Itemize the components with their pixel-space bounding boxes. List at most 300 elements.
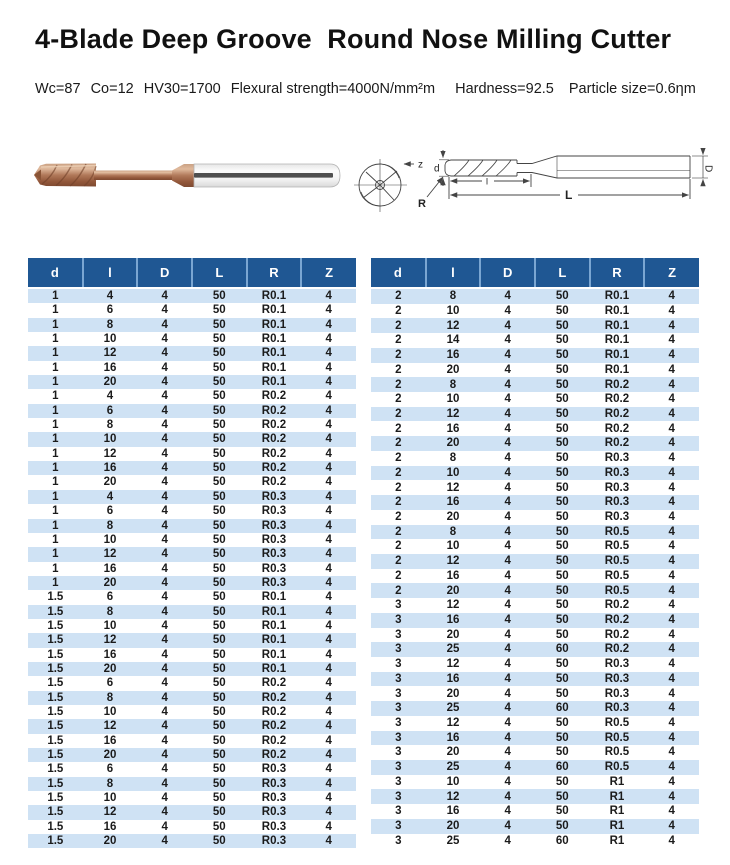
cell-D: 4 xyxy=(161,505,168,518)
cell-d: 1 xyxy=(52,333,59,346)
table-row xyxy=(371,363,699,378)
cell-d: 3 xyxy=(395,761,402,774)
label-r: R xyxy=(418,198,426,210)
cell-R: R0.1 xyxy=(261,591,287,604)
cell-Z: 4 xyxy=(325,376,332,389)
cell-Z: 4 xyxy=(325,333,332,346)
cell-d: 1.5 xyxy=(47,734,64,747)
cell-Z: 4 xyxy=(668,569,675,582)
col-header-d: d xyxy=(28,258,83,288)
table-row xyxy=(28,288,356,303)
cell-Z: 4 xyxy=(668,496,675,509)
spec-co: Co=12 xyxy=(90,81,134,97)
table-row xyxy=(371,451,699,466)
cell-Z: 4 xyxy=(325,720,332,733)
cell-l: 4 xyxy=(106,290,114,302)
table-row xyxy=(28,332,356,346)
cell-d: 1.5 xyxy=(47,591,64,604)
cell-Z: 4 xyxy=(325,505,332,518)
cell-l: 16 xyxy=(103,562,117,575)
cell-D: 4 xyxy=(504,761,511,774)
cell-R: R1 xyxy=(609,790,625,803)
cell-Z: 4 xyxy=(325,548,332,561)
cell-L: 50 xyxy=(212,576,226,589)
cell-D: 4 xyxy=(504,555,511,568)
cell-d: 2 xyxy=(395,437,402,450)
cell-Z: 4 xyxy=(325,749,332,761)
cell-l: 16 xyxy=(446,805,460,818)
cell-Z: 4 xyxy=(668,363,675,376)
cell-l: 16 xyxy=(446,569,460,582)
table-row xyxy=(28,504,356,518)
table-row xyxy=(28,805,356,819)
cell-D: 4 xyxy=(504,496,511,509)
cell-D: 4 xyxy=(504,407,511,420)
cell-D: 4 xyxy=(161,318,168,331)
cell-D: 4 xyxy=(504,790,511,803)
cell-d: 1.5 xyxy=(47,763,64,776)
cell-R: R0.1 xyxy=(604,319,630,332)
cell-D: 4 xyxy=(161,806,168,819)
cell-D: 4 xyxy=(161,734,168,747)
cell-d: 2 xyxy=(395,525,402,538)
cell-Z: 4 xyxy=(325,576,332,589)
cell-Z: 4 xyxy=(325,290,332,302)
cell-Z: 4 xyxy=(668,775,675,788)
cell-L: 50 xyxy=(555,540,569,553)
table-row xyxy=(28,590,356,604)
cell-D: 4 xyxy=(504,687,511,700)
cell-D: 4 xyxy=(161,490,168,503)
table-row xyxy=(28,547,356,561)
cell-Z: 4 xyxy=(325,691,332,704)
cell-L: 50 xyxy=(212,433,226,446)
shank-stripe xyxy=(194,173,333,178)
table-row xyxy=(371,436,699,451)
cell-L: 50 xyxy=(555,304,569,317)
cell-l: 8 xyxy=(449,525,457,538)
cell-l: 25 xyxy=(446,702,460,715)
table-row xyxy=(28,447,356,461)
corner-radius-leader xyxy=(427,177,443,197)
table-row xyxy=(371,539,699,554)
cell-D: 4 xyxy=(504,525,511,538)
cell-L: 50 xyxy=(212,376,226,389)
cell-d: 2 xyxy=(395,555,402,568)
cell-l: 12 xyxy=(446,790,460,803)
cell-D: 4 xyxy=(161,835,168,848)
cell-Z: 4 xyxy=(668,834,675,847)
cell-R: R0.1 xyxy=(604,349,630,362)
cell-R: R0.3 xyxy=(261,548,287,561)
cell-d: 2 xyxy=(395,304,402,317)
cell-d: 1 xyxy=(52,576,59,589)
cell-Z: 4 xyxy=(668,820,675,833)
cell-l: 16 xyxy=(103,734,117,747)
cell-R: R0.3 xyxy=(604,510,630,523)
cell-R: R0.5 xyxy=(604,761,630,774)
cell-l: 4 xyxy=(106,390,114,403)
cell-d: 2 xyxy=(395,452,402,465)
cell-D: 4 xyxy=(504,437,511,450)
cell-L: 50 xyxy=(212,605,226,618)
cell-Z: 4 xyxy=(668,334,675,347)
cell-D: 4 xyxy=(161,662,168,675)
cell-Z: 4 xyxy=(325,806,332,819)
cell-D: 4 xyxy=(161,605,168,618)
cell-d: 1 xyxy=(52,347,59,360)
cell-R: R0.3 xyxy=(604,496,630,509)
cell-d: 2 xyxy=(395,407,402,420)
table-row xyxy=(371,407,699,422)
cell-D: 4 xyxy=(161,749,168,761)
cell-l: 10 xyxy=(446,466,460,479)
cell-Z: 4 xyxy=(325,390,332,403)
cell-R: R0.2 xyxy=(604,628,630,641)
cell-l: 16 xyxy=(103,361,117,374)
cell-L: 50 xyxy=(212,490,226,503)
cell-l: 20 xyxy=(103,749,117,761)
table-row xyxy=(28,346,356,360)
cell-L: 50 xyxy=(555,525,569,538)
cell-Z: 4 xyxy=(668,790,675,803)
cell-R: R0.3 xyxy=(604,672,630,685)
size-tables xyxy=(28,258,699,848)
cell-d: 1.5 xyxy=(47,662,64,675)
cell-D: 4 xyxy=(504,820,511,833)
table-row xyxy=(28,519,356,533)
cell-d: 3 xyxy=(395,614,402,627)
cell-d: 2 xyxy=(395,319,402,332)
cell-d: 2 xyxy=(395,540,402,553)
table-row xyxy=(371,672,699,687)
table-row xyxy=(28,633,356,647)
cell-l: 16 xyxy=(446,349,460,362)
cell-Z: 4 xyxy=(325,777,332,790)
cell-L: 50 xyxy=(212,648,226,661)
cell-L: 50 xyxy=(555,820,569,833)
cell-l: 10 xyxy=(446,393,460,406)
cell-Z: 4 xyxy=(668,510,675,523)
cell-d: 1.5 xyxy=(47,677,64,690)
cell-d: 1.5 xyxy=(47,634,64,647)
cell-l: 6 xyxy=(106,404,114,417)
cell-Z: 4 xyxy=(325,662,332,675)
cell-l: 10 xyxy=(103,792,117,805)
table-row xyxy=(371,288,699,304)
cell-d: 3 xyxy=(395,628,402,641)
cell-d: 1.5 xyxy=(47,820,64,833)
cell-l: 16 xyxy=(103,462,117,475)
cell-Z: 4 xyxy=(668,584,675,597)
cell-D: 4 xyxy=(161,290,168,302)
table-row xyxy=(371,569,699,584)
cell-L: 50 xyxy=(555,672,569,685)
cell-D: 4 xyxy=(504,584,511,597)
cell-l: 8 xyxy=(106,691,114,704)
cell-D: 4 xyxy=(161,576,168,589)
material-specs xyxy=(35,81,702,97)
cell-D: 4 xyxy=(161,476,168,489)
cell-R: R0.1 xyxy=(261,605,287,618)
table-row xyxy=(371,421,699,436)
table-row xyxy=(371,510,699,525)
cell-d: 3 xyxy=(395,599,402,612)
cell-l: 20 xyxy=(446,820,460,833)
table-row xyxy=(371,613,699,628)
cell-L: 50 xyxy=(555,378,569,391)
cell-D: 4 xyxy=(504,672,511,685)
label-overall-length: L xyxy=(565,188,573,202)
cell-R: R0.1 xyxy=(604,363,630,376)
col-header-l: l xyxy=(83,258,138,288)
cell-L: 50 xyxy=(555,496,569,509)
table-row xyxy=(28,389,356,403)
cell-Z: 4 xyxy=(668,422,675,435)
cell-D: 4 xyxy=(161,533,168,546)
cell-R: R0.1 xyxy=(261,333,287,346)
cell-Z: 4 xyxy=(325,347,332,360)
cell-L: 50 xyxy=(212,519,226,532)
size-table-right xyxy=(371,258,699,848)
col-header-d: d xyxy=(371,258,426,288)
cell-l: 25 xyxy=(446,761,460,774)
cell-R: R0.2 xyxy=(261,734,287,747)
cell-Z: 4 xyxy=(668,378,675,391)
cell-l: 8 xyxy=(449,378,457,391)
cell-D: 4 xyxy=(504,643,511,656)
cell-Z: 4 xyxy=(325,605,332,618)
cell-D: 4 xyxy=(161,691,168,704)
table-row xyxy=(28,461,356,475)
cell-D: 4 xyxy=(161,462,168,475)
cell-R: R0.2 xyxy=(261,720,287,733)
cell-Z: 4 xyxy=(325,490,332,503)
cell-R: R0.5 xyxy=(604,525,630,538)
cell-R: R0.2 xyxy=(604,437,630,450)
cell-Z: 4 xyxy=(325,462,332,475)
cell-d: 2 xyxy=(395,334,402,347)
table-row xyxy=(371,392,699,407)
cell-D: 4 xyxy=(161,619,168,632)
cell-l: 6 xyxy=(106,591,114,604)
cell-l: 20 xyxy=(446,746,460,759)
cell-Z: 4 xyxy=(325,433,332,446)
cell-R: R0.3 xyxy=(261,835,287,848)
cell-d: 1.5 xyxy=(47,605,64,618)
table-row xyxy=(371,525,699,540)
cell-L: 50 xyxy=(212,447,226,460)
cell-D: 4 xyxy=(161,634,168,647)
page-title: 4-Blade Deep Groove Round Nose Milling Cutter xyxy=(35,24,672,54)
cell-Z: 4 xyxy=(668,702,675,715)
product-photo xyxy=(30,148,350,208)
table-row xyxy=(371,789,699,804)
cell-l: 16 xyxy=(446,731,460,744)
cell-D: 4 xyxy=(504,775,511,788)
cell-L: 50 xyxy=(555,452,569,465)
cell-L: 50 xyxy=(212,419,226,432)
table-row xyxy=(28,576,356,590)
cell-L: 50 xyxy=(555,555,569,568)
col-header-D: D xyxy=(137,258,192,288)
cell-Z: 4 xyxy=(668,761,675,774)
cell-d: 3 xyxy=(395,820,402,833)
cell-R: R0.1 xyxy=(261,376,287,389)
cell-R: R0.5 xyxy=(604,731,630,744)
table-row xyxy=(371,834,699,849)
cell-d: 1 xyxy=(52,533,59,546)
cell-d: 1 xyxy=(52,419,59,432)
cell-D: 4 xyxy=(161,777,168,790)
cell-R: R0.2 xyxy=(604,422,630,435)
cell-L: 60 xyxy=(555,643,569,656)
cell-D: 4 xyxy=(161,705,168,718)
table-row xyxy=(371,760,699,775)
cell-d: 1 xyxy=(52,433,59,446)
cell-l: 20 xyxy=(103,662,117,675)
cell-d: 1 xyxy=(52,304,59,317)
cell-L: 50 xyxy=(555,363,569,376)
cell-d: 3 xyxy=(395,717,402,730)
cell-l: 12 xyxy=(103,347,117,360)
cell-R: R0.3 xyxy=(261,820,287,833)
table-row xyxy=(371,304,699,319)
cell-d: 2 xyxy=(395,496,402,509)
cell-L: 50 xyxy=(212,404,226,417)
cell-l: 10 xyxy=(103,433,117,446)
cell-Z: 4 xyxy=(668,437,675,450)
cell-d: 2 xyxy=(395,481,402,494)
cell-L: 50 xyxy=(555,731,569,744)
cell-D: 4 xyxy=(161,648,168,661)
table-row xyxy=(28,662,356,676)
cell-l: 6 xyxy=(106,763,114,776)
cell-R: R0.3 xyxy=(604,466,630,479)
cell-R: R0.2 xyxy=(604,643,630,656)
cell-R: R1 xyxy=(609,834,625,847)
cell-d: 1 xyxy=(52,390,59,403)
cell-l: 10 xyxy=(103,619,117,632)
table-header-row xyxy=(28,258,356,288)
col-header-D: D xyxy=(480,258,535,288)
cell-d: 2 xyxy=(395,290,402,303)
table-row xyxy=(28,361,356,375)
cell-d: 1 xyxy=(52,318,59,331)
cell-Z: 4 xyxy=(668,540,675,553)
cell-d: 1.5 xyxy=(47,720,64,733)
table-row xyxy=(28,375,356,389)
cell-l: 12 xyxy=(103,548,117,561)
cell-D: 4 xyxy=(161,419,168,432)
cell-l: 16 xyxy=(446,496,460,509)
table-row xyxy=(28,303,356,317)
cell-D: 4 xyxy=(161,677,168,690)
cell-L: 50 xyxy=(212,734,226,747)
cell-L: 50 xyxy=(555,481,569,494)
table-row xyxy=(371,804,699,819)
cell-l: 20 xyxy=(446,363,460,376)
cell-R: R0.2 xyxy=(604,393,630,406)
table-row xyxy=(28,834,356,848)
cell-D: 4 xyxy=(504,363,511,376)
cell-R: R0.3 xyxy=(261,562,287,575)
cell-R: R0.3 xyxy=(261,533,287,546)
cell-Z: 4 xyxy=(325,562,332,575)
cell-R: R0.2 xyxy=(604,614,630,627)
table-row xyxy=(28,691,356,705)
cell-l: 8 xyxy=(106,519,114,532)
table-row xyxy=(28,605,356,619)
col-header-L: L xyxy=(535,258,590,288)
cell-L: 60 xyxy=(555,761,569,774)
cutter-shank xyxy=(194,164,340,187)
cell-R: R0.3 xyxy=(261,576,287,589)
table-row xyxy=(28,318,356,332)
cell-L: 50 xyxy=(555,658,569,671)
cell-l: 8 xyxy=(106,318,114,331)
spec-hv30: HV30=1700 xyxy=(143,81,221,97)
cell-D: 4 xyxy=(504,422,511,435)
table-row xyxy=(371,819,699,834)
cell-d: 1 xyxy=(52,404,59,417)
cell-D: 4 xyxy=(161,304,168,317)
cell-Z: 4 xyxy=(325,591,332,604)
cell-l: 12 xyxy=(446,599,460,612)
cell-D: 4 xyxy=(161,347,168,360)
cell-l: 12 xyxy=(103,720,117,733)
table-row xyxy=(371,716,699,731)
table-row xyxy=(28,475,356,489)
table-row xyxy=(371,628,699,643)
cell-D: 4 xyxy=(161,447,168,460)
cell-R: R0.2 xyxy=(261,476,287,489)
label-shank-diameter: D xyxy=(702,165,714,173)
table-row xyxy=(28,432,356,446)
cell-d: 1.5 xyxy=(47,835,64,848)
cell-l: 16 xyxy=(103,648,117,661)
cell-R: R0.3 xyxy=(261,490,287,503)
technical-drawing xyxy=(352,138,730,243)
table-row xyxy=(371,598,699,613)
cell-d: 1 xyxy=(52,476,59,489)
cell-L: 50 xyxy=(212,533,226,546)
label-z: z xyxy=(418,159,423,171)
cell-R: R0.1 xyxy=(261,662,287,675)
cell-L: 50 xyxy=(555,717,569,730)
cell-L: 50 xyxy=(212,462,226,475)
cell-l: 6 xyxy=(106,304,114,317)
cell-L: 50 xyxy=(212,691,226,704)
cell-l: 25 xyxy=(446,834,460,847)
cell-Z: 4 xyxy=(325,763,332,776)
cell-L: 50 xyxy=(555,422,569,435)
cell-d: 1.5 xyxy=(47,648,64,661)
cell-L: 50 xyxy=(212,562,226,575)
cell-d: 3 xyxy=(395,790,402,803)
cell-d: 1 xyxy=(52,505,59,518)
cell-d: 2 xyxy=(395,363,402,376)
cell-D: 4 xyxy=(161,792,168,805)
cell-d: 1.5 xyxy=(47,777,64,790)
cell-D: 4 xyxy=(504,393,511,406)
table-row xyxy=(371,495,699,510)
cell-D: 4 xyxy=(504,378,511,391)
cell-R: R0.1 xyxy=(261,648,287,661)
cell-l: 12 xyxy=(103,634,117,647)
label-d: d xyxy=(434,163,440,175)
cell-R: R0.3 xyxy=(604,687,630,700)
